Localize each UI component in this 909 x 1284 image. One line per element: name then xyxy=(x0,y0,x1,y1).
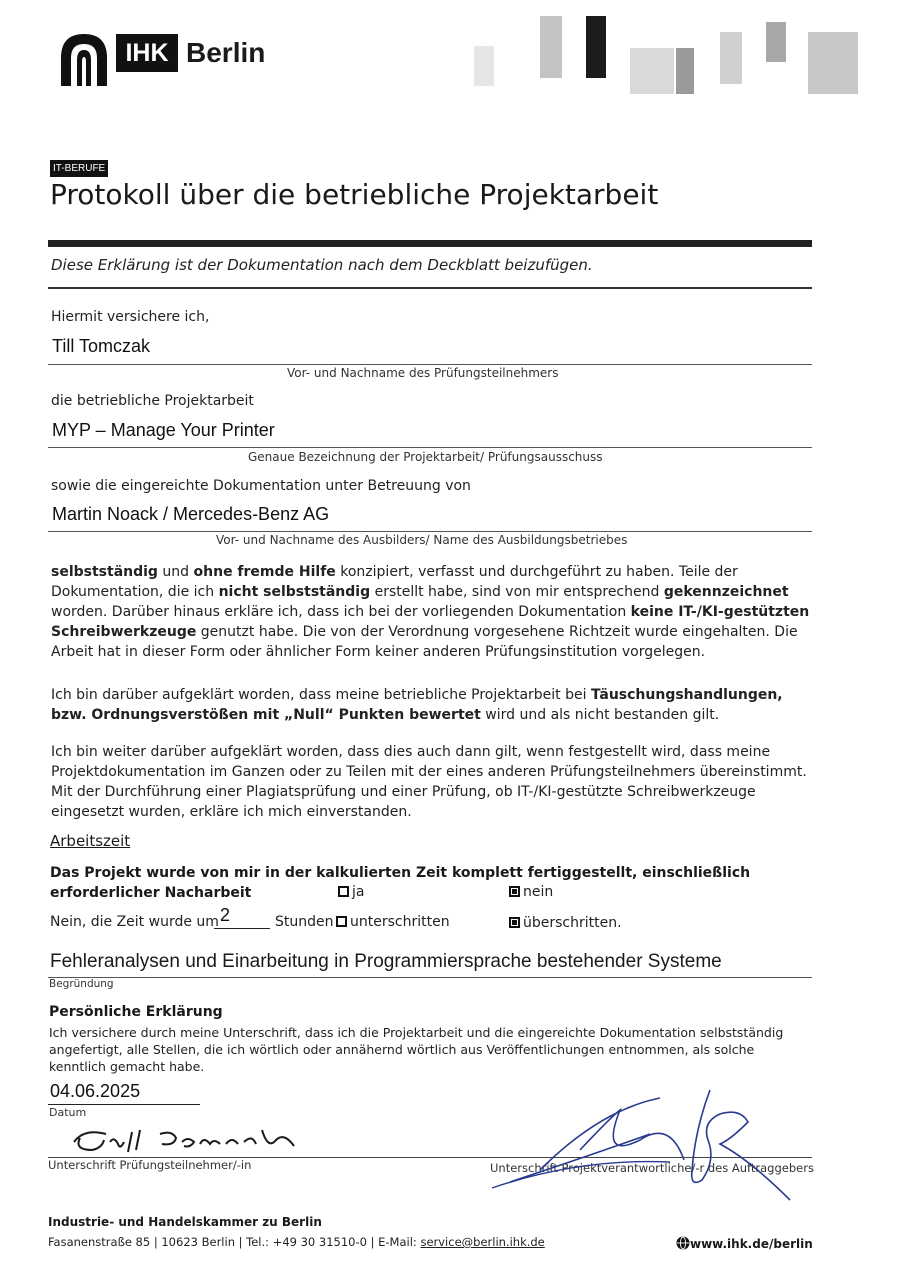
attachment-note: Diese Erklärung ist der Dokumentation nach dem Deckblatt beizufügen. xyxy=(51,256,593,274)
worktime-question: Das Projekt wurde von mir in der kalkulierten Zeit komplett fertiggestellt, einschließlich erforderlicher Nacharbeit xyxy=(50,865,751,901)
option-no[interactable]: nein xyxy=(509,884,553,900)
responsible-signature-caption: Unterschrift Projektverantwortliche/-r des Auftraggebers xyxy=(490,1161,814,1175)
footer-address: Fasanenstraße 85 | 10623 Berlin | Tel.: +49 30 31510-0 | E-Mail: service@berlin.ihk.de xyxy=(48,1235,545,1249)
option-under[interactable]: unterschritten xyxy=(336,914,450,930)
date-line xyxy=(48,1104,200,1105)
over-checkbox[interactable] xyxy=(509,917,520,928)
ihk-logo-mark: IHK xyxy=(116,34,178,72)
participant-signature xyxy=(62,1120,312,1162)
participant-signature-caption: Unterschrift Prüfungsteilnehmer/-in xyxy=(48,1158,252,1172)
no-checkbox[interactable] xyxy=(509,886,520,897)
supervision-intro: sowie die eingereichte Dokumentation unter Betreuung von xyxy=(51,478,471,494)
hours-prefix: Nein, die Zeit wurde um xyxy=(50,914,219,930)
category-tag: IT-BERUFE xyxy=(50,160,108,177)
intro-text: Hiermit versichere ich, xyxy=(51,309,210,325)
reason-caption: Begründung xyxy=(49,978,114,990)
page-title: Protokoll über die betriebliche Projektarbeit xyxy=(50,178,659,211)
footer-website[interactable]: www.ihk.de/berlin xyxy=(676,1236,813,1251)
supervisor-line xyxy=(48,531,812,532)
participant-line xyxy=(48,364,812,365)
project-caption: Genaue Bezeichnung der Projektarbeit/ Prüfungsausschuss xyxy=(248,450,603,464)
worktime-heading: Arbeitszeit xyxy=(50,832,131,850)
declaration-paragraph-3: Ich bin weiter darüber aufgeklärt worden, dass dies auch dann gilt, wenn festgestellt wird, dass meine Projektdokumentation im Ganzen oder zu Teilen mit der eines anderen Prüfungsteilnehmers übereinstimmt. Mit der Durchführung einer Plagiatsprüfung und einer Prüfung, ob IT-/KI-gestützte Schreibwerkzeuge eingesetzt wurden, erkläre ich mich einverstanden. xyxy=(51,744,807,820)
participant-name-field[interactable]: Till Tomczak xyxy=(52,336,151,356)
supervisor-field[interactable]: Martin Noack / Mercedes-Benz AG xyxy=(52,504,330,524)
participant-caption: Vor- und Nachname des Prüfungsteilnehmers xyxy=(287,366,559,380)
footer-email-link[interactable]: service@berlin.ihk.de xyxy=(420,1235,545,1249)
responsible-signature xyxy=(480,1070,810,1210)
option-yes[interactable]: ja xyxy=(338,884,364,900)
reason-field[interactable]: Fehleranalysen und Einarbeitung in Programmiersprache bestehender Systeme xyxy=(50,951,722,972)
declaration-paragraph-1: selbstständig und ohne fremde Hilfe konzipiert, verfasst und durchgeführt zu haben. Teile der Dokumentation, die ich nicht selbstständig erstellt habe, sind von mir entsprechend gekennzeichnet worden. Darüber hinaus erkläre ich, dass ich bei der vorliegenden Dokumentation keine IT-/KI-gestützten Schreibwerkzeuge genutzt habe. Die von der Verordnung vorgesehene Richtzeit wurde eingehalten. Die Arbeit hat in dieser Form oder ähnlicher Form keiner anderen Prüfungsinstitution vorgelegen. xyxy=(51,564,810,660)
footer-org: Industrie- und Handelskammer zu Berlin xyxy=(48,1215,322,1229)
note-divider xyxy=(48,287,812,289)
supervisor-caption: Vor- und Nachname des Ausbilders/ Name des Ausbildungsbetriebes xyxy=(216,533,628,547)
title-divider xyxy=(48,240,812,247)
hours-unit: Stunden xyxy=(275,914,334,930)
ihk-logo-city: Berlin xyxy=(186,37,266,68)
project-line xyxy=(48,447,812,448)
personal-text: Ich versichere durch meine Unterschrift, dass ich die Projektarbeit und die eingereichte Dokumentation selbstständig angefertigt, alle Stellen, die ich wörtlich oder annähernd wörtlich aus Veröffentlichungen entnommen, als solche kenntlich gemacht habe. xyxy=(49,1025,784,1074)
under-checkbox[interactable] xyxy=(336,916,347,927)
hours-value: 2 xyxy=(220,905,231,925)
reason-line xyxy=(48,977,812,978)
yes-checkbox[interactable] xyxy=(338,886,349,897)
project-intro: die betriebliche Projektarbeit xyxy=(51,393,254,409)
ihk-arch-logo-icon xyxy=(55,26,113,86)
date-caption: Datum xyxy=(49,1106,87,1119)
hours-field[interactable] xyxy=(214,904,270,929)
declaration-paragraph-2: Ich bin darüber aufgeklärt worden, dass meine betriebliche Projektarbeit bei Täuschungshandlungen, bzw. Ordnungsverstößen mit „Null“ Punkten bewertet wird und als nicht bestanden gilt. xyxy=(51,687,783,723)
globe-icon xyxy=(676,1236,690,1250)
option-over[interactable]: überschritten. xyxy=(509,915,622,931)
project-name-field[interactable]: MYP – Manage Your Printer xyxy=(52,420,275,440)
date-field[interactable]: 04.06.2025 xyxy=(50,1081,141,1101)
personal-heading: Persönliche Erklärung xyxy=(49,1004,223,1020)
